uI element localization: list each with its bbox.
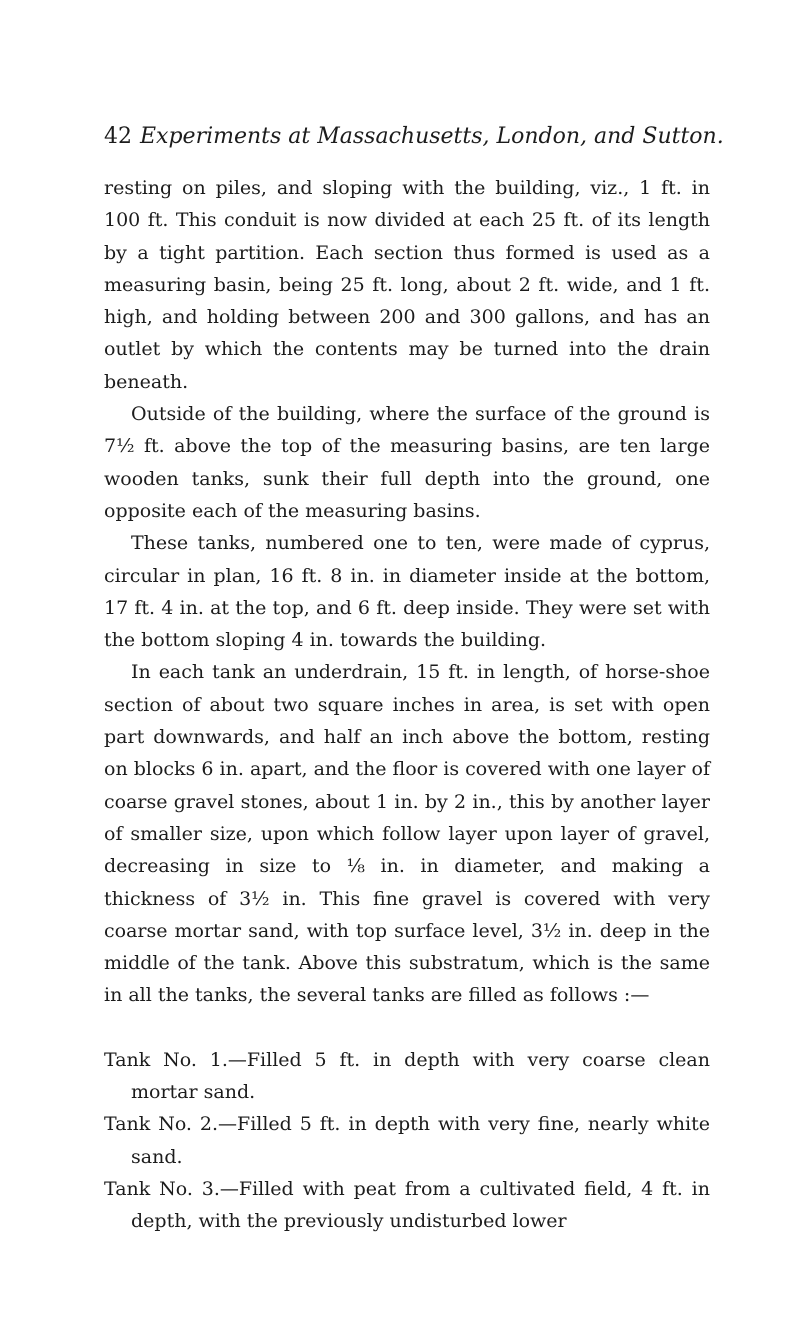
book-page [104,124,724,1238]
tank-entry-2: Tank No. 2.—Filled 5 ft. in depth with very fine, nearly white sand. [104,1113,710,1168]
paragraph-tank-construction: These tanks, numbered one to ten, were made of cyprus, circular in plan, 16 ft. 8 in. in diameter inside at the bottom, 17 ft. 4 in. at the top, and 6 ft. deep inside. They were set with the bottom sloping 4 in. towards the building. [104,532,710,652]
page-title: Experiments at Massachusetts, London, and Sutton. [140,124,724,149]
tank-entry-1: Tank No. 1.—Filled 5 ft. in depth with very coarse clean mortar sand. [104,1048,710,1104]
body-text [104,172,710,1012]
paragraph-underdrain: In each tank an underdrain, 15 ft. in length, of horse-shoe section of about two square inches in area, is set with open part downwards, and half an inch above the bottom, resting on blocks 6 in. apart, and the floor is covered with one layer of coarse gravel stones, about 1 in. by 2 in., this by another layer of smaller size, upon which follow layer upon layer of gravel, decreasing in size to ⅛ in. in diameter, and making a thickness of 3½ in. This fine gravel is covered with very coarse mortar sand, with top surface level, 3½ in. deep in the middle of the tank. Above this substratum, which is the same in all the tanks, the several tanks are filled as follows :— [104,661,710,1007]
tank-entry-3: Tank No. 3.—Filled with peat from a cultivated field, 4 ft. in depth, with the previously undisturbed lower [104,1177,710,1233]
paragraph-continuation: resting on piles, and sloping with the building, viz., 1 ft. in 100 ft. This conduit is now divided at each 25 ft. of its length by a tight partition. Each section thus formed is used as a measuring basin, being 25 ft. long, about 2 ft. wide, and 1 ft. high, and holding between 200 and 300 gallons, and has an outlet by which the contents may be turned into the drain beneath. [104,177,710,393]
page-number: 42 [104,124,132,149]
running-head [104,124,724,150]
paragraph-outside-tanks: Outside of the building, where the surface of the ground is 7½ ft. above the top of the measuring basins, are ten large wooden tanks, sunk their full depth into the ground, one opposite each of the measuring basins. [104,403,710,522]
tank-list [104,1044,710,1238]
